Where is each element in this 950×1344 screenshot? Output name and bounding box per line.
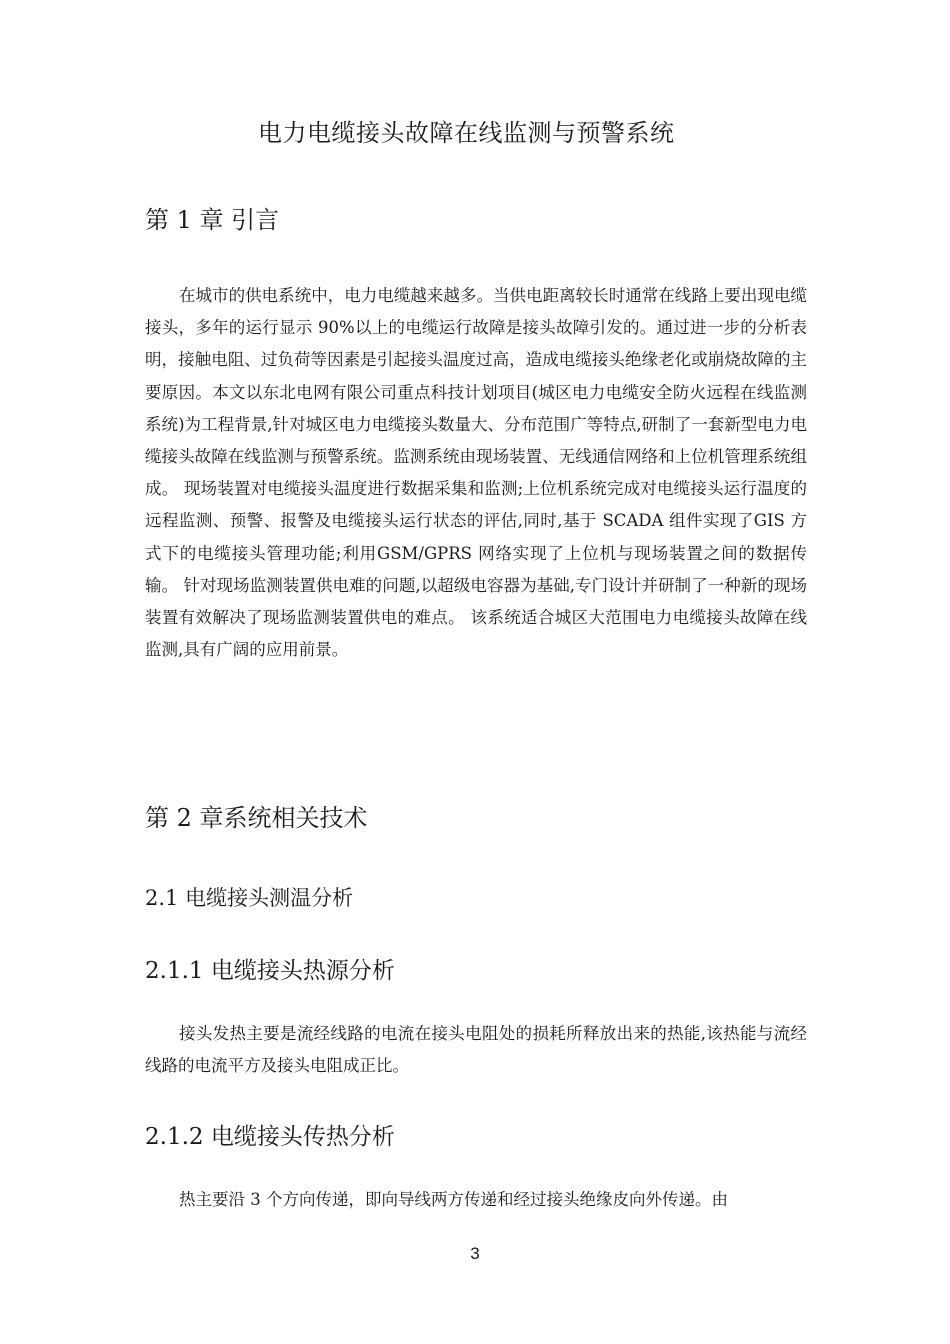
section-2-1-1-paragraph: 接头发热主要是流经线路的电流在接头电阻处的损耗所释放出来的热能,该热能与流经线路的电流平方及接头电阻成正比。: [145, 1024, 807, 1076]
section-2-1-2-heading: 2.1.2 电缆接头传热分析: [145, 1124, 395, 1150]
section-2-1-1-heading: 2.1.1 电缆接头热源分析: [145, 958, 395, 984]
section-2-1-2-paragraph: 热主要沿 3 个方向传递，即向导线两方传递和经过接头绝缘皮向外传递。由: [179, 1190, 728, 1209]
chapter-1-paragraph: 在城市的供电系统中，电力电缆越来越多。当供电距离较长时通常在线路上要出现电缆接头，多年的运行显示 90%以上的电缆运行故障是接头故障引发的。通过进一步的分析表明，接触电阻、过负荷等因素是引起接头温度过高，造成电缆接头绝缘老化或崩烧故障的主要原因。本文以东北电网有限公司重点科技计划项目(城区电力电缆安全防火远程在线监测系统)为工程背景,针对城区电力电缆接头数量大、分布范围广等特点,研制了一套新型电力电缆接头故障在线监测与预警系统。监测系统由现场装置、无线通信网络和上位机管理系统组成。 现场装置对电缆接头温度进行数据采集和监测;上位机系统完成对电缆接头运行温度的远程监测、预警、报警及电缆接头运行状态的评估,同时,基于 SCADA 组件实现了GIS 方式下的电缆接头管理功能;利用GSM/GPRS 网络实现了上位机与现场装置之间的数据传输。 针对现场监测装置供电难的问题,以超级电容器为基础,专门设计并研制了一种新的现场装置有效解决了现场监测装置供电的难点。 该系统适合城区大范围电力电缆接头故障在线监测,具有广阔的应用前景。: [145, 286, 807, 660]
section-2-1-heading: 2.1 电缆接头测温分析: [145, 886, 354, 910]
chapter-2-heading: 第 2 章系统相关技术: [145, 804, 368, 832]
page-number: 3: [470, 1244, 480, 1263]
chapter-1-heading: 第 1 章 引言: [145, 206, 280, 234]
document-title: 电力电缆接头故障在线监测与预警系统: [258, 119, 675, 147]
